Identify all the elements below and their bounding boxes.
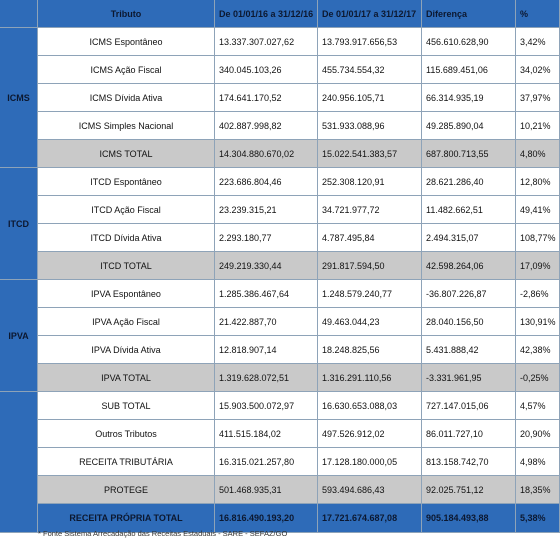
- tributo-cell: ICMS TOTAL: [38, 140, 215, 168]
- column-header: %: [516, 0, 560, 28]
- tributo-cell: IPVA Espontâneo: [38, 280, 215, 308]
- percent-cell: 34,02%: [516, 56, 560, 84]
- percent-cell: 49,41%: [516, 196, 560, 224]
- difference-cell: 813.158.742,70: [422, 448, 516, 476]
- percent-cell: 37,97%: [516, 84, 560, 112]
- difference-cell: 11.482.662,51: [422, 196, 516, 224]
- value-2017-cell: 15.022.541.383,57: [318, 140, 422, 168]
- value-2016-cell: 402.887.998,82: [215, 112, 318, 140]
- value-2017-cell: 1.248.579.240,77: [318, 280, 422, 308]
- percent-cell: 42,38%: [516, 336, 560, 364]
- tributo-cell: ITCD TOTAL: [38, 252, 215, 280]
- group-label: ICMS: [0, 28, 38, 168]
- column-header: Diferença: [422, 0, 516, 28]
- value-2016-cell: 16.816.490.193,20: [215, 504, 318, 533]
- group-label: ITCD: [0, 168, 38, 280]
- value-2017-cell: 18.248.825,56: [318, 336, 422, 364]
- column-header: De 01/01/17 a 31/12/17: [318, 0, 422, 28]
- value-2017-cell: 240.956.105,71: [318, 84, 422, 112]
- percent-cell: 3,42%: [516, 28, 560, 56]
- footnote: * Fonte Sistema Arrecadação das Receitas Estaduais - SARE - SEFAZ/GO: [38, 529, 288, 538]
- value-2016-cell: 13.337.307.027,62: [215, 28, 318, 56]
- difference-cell: 92.025.751,12: [422, 476, 516, 504]
- difference-cell: 456.610.628,90: [422, 28, 516, 56]
- tributo-cell: IPVA TOTAL: [38, 364, 215, 392]
- difference-cell: -36.807.226,87: [422, 280, 516, 308]
- value-2016-cell: 501.468.935,31: [215, 476, 318, 504]
- difference-cell: 42.598.264,06: [422, 252, 516, 280]
- value-2016-cell: 2.293.180,77: [215, 224, 318, 252]
- difference-cell: 28.621.286,40: [422, 168, 516, 196]
- value-2016-cell: 174.641.170,52: [215, 84, 318, 112]
- value-2017-cell: 497.526.912,02: [318, 420, 422, 448]
- value-2017-cell: 291.817.594,50: [318, 252, 422, 280]
- header-group-cell: [0, 0, 38, 28]
- value-2016-cell: 15.903.500.072,97: [215, 392, 318, 420]
- tributo-cell: Outros Tributos: [38, 420, 215, 448]
- value-2017-cell: 1.316.291.110,56: [318, 364, 422, 392]
- value-2016-cell: 12.818.907,14: [215, 336, 318, 364]
- difference-cell: 49.285.890,04: [422, 112, 516, 140]
- value-2017-cell: 13.793.917.656,53: [318, 28, 422, 56]
- tributo-cell: ICMS Ação Fiscal: [38, 56, 215, 84]
- value-2016-cell: 1.285.386.467,64: [215, 280, 318, 308]
- value-2016-cell: 16.315.021.257,80: [215, 448, 318, 476]
- percent-cell: -0,25%: [516, 364, 560, 392]
- difference-cell: 687.800.713,55: [422, 140, 516, 168]
- tributo-cell: RECEITA TRIBUTÁRIA: [38, 448, 215, 476]
- value-2017-cell: 252.308.120,91: [318, 168, 422, 196]
- percent-cell: 12,80%: [516, 168, 560, 196]
- percent-cell: 10,21%: [516, 112, 560, 140]
- column-header: Tributo: [38, 0, 215, 28]
- value-2016-cell: 23.239.315,21: [215, 196, 318, 224]
- value-2016-cell: 21.422.887,70: [215, 308, 318, 336]
- percent-cell: 4,80%: [516, 140, 560, 168]
- summary-side-cell: [0, 392, 38, 533]
- difference-cell: 115.689.451,06: [422, 56, 516, 84]
- percent-cell: -2,86%: [516, 280, 560, 308]
- tributo-cell: ICMS Espontâneo: [38, 28, 215, 56]
- difference-cell: 2.494.315,07: [422, 224, 516, 252]
- difference-cell: 28.040.156,50: [422, 308, 516, 336]
- value-2016-cell: 249.219.330,44: [215, 252, 318, 280]
- value-2017-cell: 49.463.044,23: [318, 308, 422, 336]
- tributo-cell: SUB TOTAL: [38, 392, 215, 420]
- value-2016-cell: 411.515.184,02: [215, 420, 318, 448]
- tributo-cell: IPVA Ação Fiscal: [38, 308, 215, 336]
- difference-cell: 727.147.015,06: [422, 392, 516, 420]
- value-2017-cell: 455.734.554,32: [318, 56, 422, 84]
- value-2017-cell: 593.494.686,43: [318, 476, 422, 504]
- column-header: De 01/01/16 a 31/12/16: [215, 0, 318, 28]
- tributo-cell: ITCD Ação Fiscal: [38, 196, 215, 224]
- difference-cell: 66.314.935,19: [422, 84, 516, 112]
- tributo-cell: ICMS Dívida Ativa: [38, 84, 215, 112]
- percent-cell: 108,77%: [516, 224, 560, 252]
- percent-cell: 4,57%: [516, 392, 560, 420]
- value-2016-cell: 340.045.103,26: [215, 56, 318, 84]
- difference-cell: 5.431.888,42: [422, 336, 516, 364]
- tributo-cell: IPVA Dívida Ativa: [38, 336, 215, 364]
- tributo-cell: ITCD Dívida Ativa: [38, 224, 215, 252]
- tributo-cell: ITCD Espontâneo: [38, 168, 215, 196]
- value-2016-cell: 223.686.804,46: [215, 168, 318, 196]
- difference-cell: -3.331.961,95: [422, 364, 516, 392]
- value-2017-cell: 17.128.180.000,05: [318, 448, 422, 476]
- value-2017-cell: 4.787.495,84: [318, 224, 422, 252]
- percent-cell: 17,09%: [516, 252, 560, 280]
- tributo-cell: RECEITA PRÓPRIA TOTAL: [38, 504, 215, 533]
- difference-cell: 86.011.727,10: [422, 420, 516, 448]
- percent-cell: 18,35%: [516, 476, 560, 504]
- tributo-cell: ICMS Simples Nacional: [38, 112, 215, 140]
- value-2016-cell: 1.319.628.072,51: [215, 364, 318, 392]
- percent-cell: 4,98%: [516, 448, 560, 476]
- value-2017-cell: 531.933.088,96: [318, 112, 422, 140]
- value-2017-cell: 34.721.977,72: [318, 196, 422, 224]
- tributo-cell: PROTEGE: [38, 476, 215, 504]
- value-2017-cell: 16.630.653.088,03: [318, 392, 422, 420]
- percent-cell: 20,90%: [516, 420, 560, 448]
- percent-cell: 130,91%: [516, 308, 560, 336]
- value-2016-cell: 14.304.880.670,02: [215, 140, 318, 168]
- group-label: IPVA: [0, 280, 38, 392]
- value-2017-cell: 17.721.674.687,08: [318, 504, 422, 533]
- difference-cell: 905.184.493,88: [422, 504, 516, 533]
- percent-cell: 5,38%: [516, 504, 560, 533]
